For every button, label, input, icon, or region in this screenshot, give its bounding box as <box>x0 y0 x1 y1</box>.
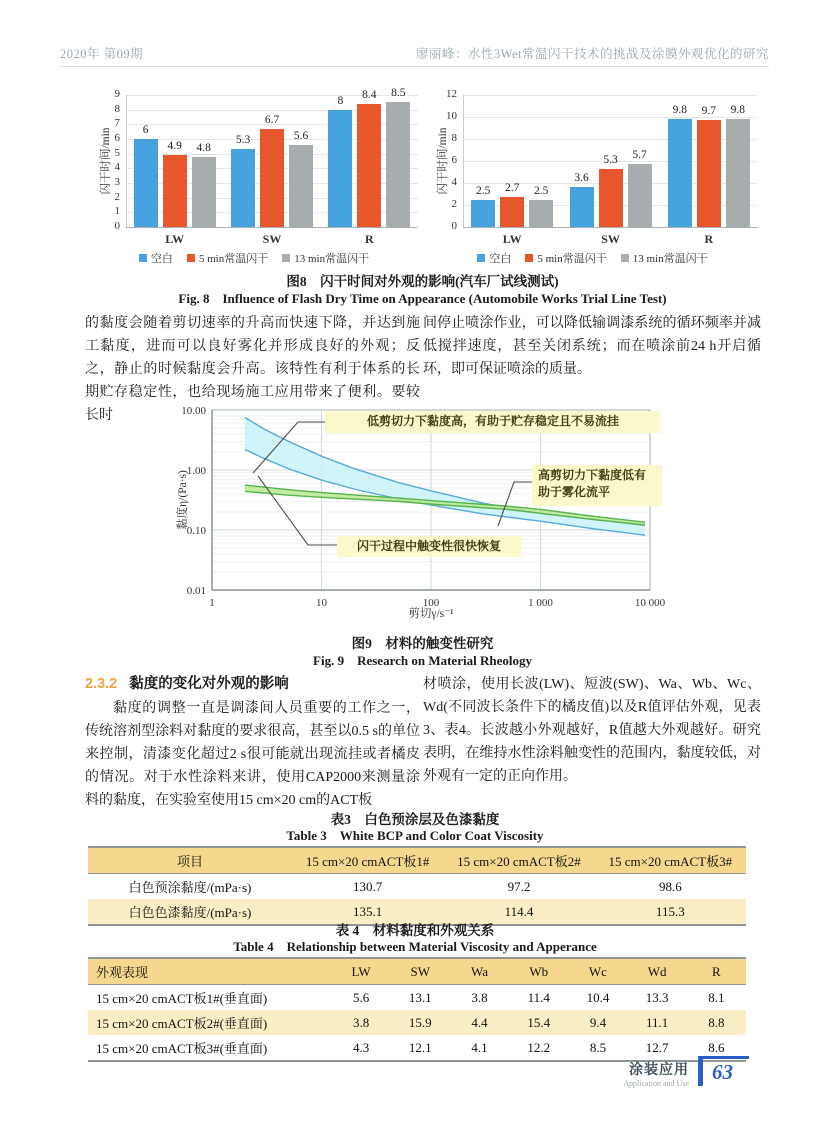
column-header: LW <box>331 958 390 985</box>
column-header: R <box>687 958 746 985</box>
x-tick-label: 1 000 <box>528 597 553 609</box>
table-cell: 4.4 <box>471 1014 488 1030</box>
table-cell: 15.4 <box>527 1014 551 1030</box>
bar-value-label: 3.6 <box>574 172 589 185</box>
y-tick-label: 8 <box>451 132 457 144</box>
y-tick-label: 1.00 <box>186 465 206 477</box>
legend-label: 5 min常温闪干 <box>198 253 269 265</box>
y-tick-label: 0 <box>114 220 120 232</box>
bar <box>529 200 553 228</box>
section-heading <box>85 673 420 696</box>
legend-swatch <box>621 254 629 262</box>
bar-value-label: 5.7 <box>632 149 647 162</box>
bar <box>289 145 313 227</box>
table-row <box>88 874 746 900</box>
table4 <box>88 957 746 1062</box>
bar-value-label: 2.5 <box>533 184 549 197</box>
y-tick-label: 10 <box>446 110 457 122</box>
annotation-high-shear: 高剪切力下黏度低有助于雾化流平 <box>532 465 662 506</box>
category-label: R <box>364 232 374 246</box>
column-header: Wc <box>568 958 627 985</box>
table-header-row <box>88 847 746 874</box>
bar-value-label: 8.5 <box>391 87 406 100</box>
table-cell: 5.6 <box>352 989 370 1005</box>
y-tick-label: 0.10 <box>186 525 206 537</box>
bar <box>726 119 750 227</box>
column-header: 15 cm×20 cmACT板2# <box>443 847 594 874</box>
y-tick-label: 8 <box>114 102 120 115</box>
bar-value-label: 8 <box>337 94 344 107</box>
table3-title-zh: 表3 白色预涂层及色漆黏度 <box>330 812 500 827</box>
legend-item <box>282 250 369 266</box>
category-label: R <box>704 232 714 246</box>
y-tick-label: 2 <box>114 190 120 203</box>
table-cell: 8.5 <box>589 1039 607 1055</box>
x-tick-label: 1 <box>209 597 215 609</box>
paragraph: 的黏度会随着剪切速率的升高而快速下降，并达到施工黏度，进而可以良好雾化并形成良好的外观；反之，静止的时候黏度会升高。该特性有利于体系的长期贮存稳定性，也给现场施工应用带来了便利。要较长时 <box>85 316 420 423</box>
column-header: 项目 <box>88 847 292 874</box>
page-header <box>60 44 769 62</box>
table-cell: 115.3 <box>655 903 685 919</box>
table-cell: 15 cm×20 cmACT板3#(垂直面) <box>96 1041 268 1056</box>
category-label: SW <box>601 232 620 246</box>
y-axis-label: 黏度η/(Pa·s) <box>177 470 189 530</box>
x-tick-label: 10 000 <box>634 597 666 609</box>
x-axis-line <box>463 227 758 228</box>
bar-value-label: 5.3 <box>603 153 618 166</box>
legend-item <box>525 250 606 266</box>
column-header: 15 cm×20 cmACT板3# <box>595 847 746 874</box>
y-tick-label: 7 <box>114 117 120 130</box>
x-tick-label: 10 <box>316 597 327 609</box>
table-cell: 12.2 <box>527 1039 551 1055</box>
figure8-bar-chart-left <box>88 85 420 263</box>
category-label: LW <box>165 232 185 246</box>
category-label: LW <box>502 232 522 246</box>
table-cell: 白色色漆黏度/(mPa·s) <box>128 905 252 920</box>
legend-label: 空白 <box>150 253 173 265</box>
legend-label: 13 min常温闪干 <box>632 253 708 265</box>
bar <box>231 149 255 227</box>
legend-item <box>139 250 173 266</box>
page-footer <box>623 1056 749 1088</box>
bar <box>260 129 284 227</box>
table4-title-zh: 表 4 材料黏度和外观关系 <box>335 923 495 938</box>
legend-label: 空白 <box>489 253 512 265</box>
table-header-row <box>88 958 746 985</box>
table3 <box>88 846 746 926</box>
paragraph: 间停止喷涂作业，可以降低输调漆系统的循环频率并减低搅拌速度，甚至关闭系统；而在喷涂前24 h开启循环，即可保证喷涂的质量。 <box>423 316 761 377</box>
table-cell: 3.8 <box>352 1014 370 1030</box>
legend-swatch <box>525 254 533 262</box>
table-row <box>88 985 746 1011</box>
bar <box>471 200 495 228</box>
y-tick-label: 4 <box>451 176 457 188</box>
table4-title-en: Table 4 Relationship between Material Viscosity and Apperance <box>233 939 597 954</box>
issue-label: 2020年 第09期 <box>60 47 144 61</box>
column-header: SW <box>391 958 450 985</box>
figure9-rheology-chart <box>158 398 670 632</box>
bar <box>697 120 721 227</box>
bar <box>357 104 381 227</box>
y-axis-line <box>126 95 127 227</box>
legend-item <box>187 250 268 266</box>
table-cell: 12.7 <box>645 1039 669 1055</box>
figure8-caption-en: Fig. 8 Influence of Flash Dry Time on Appearance (Automobile Works Trial Line Test) <box>178 291 667 306</box>
figure8-caption-zh: 图8 闪干时间对外观的影响(汽车厂试线测试) <box>286 274 559 289</box>
column-header: Wa <box>450 958 509 985</box>
y-tick-label: 2 <box>451 198 457 210</box>
bar <box>134 139 158 227</box>
section-number: 2.3.2 <box>85 676 118 692</box>
table-cell: 97.2 <box>507 878 531 894</box>
annotation-low-shear: 低剪切力下黏度高，有助于贮存稳定且不易流挂 <box>325 411 661 433</box>
bar-value-label: 2.7 <box>504 182 520 195</box>
bar-value-label: 9.7 <box>701 105 717 118</box>
figure9-caption-zh: 图9 材料的触变性研究 <box>351 636 494 651</box>
column-header: Wb <box>509 958 568 985</box>
x-axis-label: 剪切γ/s⁻¹ <box>408 608 454 620</box>
bar <box>570 187 594 227</box>
y-axis-label: 闪干时间/min <box>100 127 112 195</box>
bar <box>328 110 352 227</box>
bar <box>668 119 692 227</box>
bar-value-label: 9.8 <box>672 104 688 117</box>
bar-value-label: 6.7 <box>264 113 280 126</box>
chart-legend <box>425 250 760 266</box>
column-header: Wd <box>628 958 687 985</box>
table-cell: 8.6 <box>708 1039 725 1055</box>
column-header: 15 cm×20 cmACT板1# <box>292 847 443 874</box>
chart-legend <box>88 250 420 266</box>
bar <box>192 157 216 227</box>
column-header: 外观表现 <box>88 958 331 985</box>
bar-value-label: 2.5 <box>475 184 491 197</box>
table-cell: 4.3 <box>352 1039 370 1055</box>
y-tick-label: 6 <box>451 154 457 166</box>
table-cell: 15 cm×20 cmACT板1#(垂直面) <box>96 991 268 1006</box>
callout-line <box>258 476 337 545</box>
y-tick-label: 0.01 <box>186 585 206 597</box>
table-cell: 15 cm×20 cmACT板2#(垂直面) <box>96 1016 268 1031</box>
bar-value-label: 8.4 <box>362 88 377 101</box>
bar <box>599 169 623 227</box>
table-cell: 8.1 <box>708 989 725 1005</box>
left-column <box>85 673 420 812</box>
y-tick-label: 6 <box>114 132 120 144</box>
table-row <box>88 1010 746 1035</box>
table-cell: 98.6 <box>658 878 682 894</box>
y-tick-label: 12 <box>446 88 457 100</box>
paragraph: 黏度的调整一直是调漆间人员重要的工作之一，传统溶剂型涂料对黏度的要求很高，甚至以0.5 s的单位来控制，清漆变化超过2 s很可能就出现流挂或者橘皮的情况。对于水性涂料来讲，使用CAP2000来测量涂料的黏度，在实验室使用15 cm×20 cm的ACT板 <box>85 701 420 808</box>
table-cell: 10.4 <box>586 989 610 1005</box>
table-cell: 13.1 <box>408 989 432 1005</box>
page-number: 63 <box>712 1060 733 1084</box>
table-cell: 114.4 <box>504 903 534 919</box>
page-number-box <box>698 1056 749 1086</box>
y-axis-label: 闪干时间/min <box>437 127 449 195</box>
bar-value-label: 5.3 <box>235 134 251 147</box>
bar-value-label: 5.6 <box>293 129 309 142</box>
y-tick-label: 0 <box>451 220 457 232</box>
table-cell: 135.1 <box>353 903 383 919</box>
table-cell: 8.8 <box>708 1014 725 1030</box>
figure8-bar-chart-right <box>425 85 760 263</box>
legend-item <box>477 250 511 266</box>
y-axis-line <box>463 95 464 227</box>
bar <box>628 164 652 227</box>
table-cell: 12.1 <box>408 1039 432 1055</box>
figure9-caption-en: Fig. 9 Research on Material Rheology <box>313 653 532 668</box>
legend-label: 13 min常温闪干 <box>294 253 370 265</box>
category-label: SW <box>262 232 282 246</box>
bar-value-label: 4.8 <box>196 141 211 154</box>
table-cell: 4.1 <box>471 1039 488 1055</box>
bar <box>500 197 524 227</box>
bar-value-label: 4.9 <box>167 140 182 153</box>
table-cell: 15.9 <box>408 1014 432 1030</box>
x-axis-line <box>126 227 418 228</box>
annotation-flash-recovery: 闪干过程中触变性很快恢复 <box>337 536 521 557</box>
y-tick-label: 4 <box>114 161 120 174</box>
y-tick-label: 5 <box>114 146 120 159</box>
table-cell: 3.8 <box>471 989 488 1005</box>
table-cell: 130.7 <box>353 878 383 894</box>
footer-column-zh: 涂装应用 <box>629 1063 689 1078</box>
legend-item <box>621 250 708 266</box>
footer-column-en: Application and Use <box>623 1079 689 1088</box>
legend-swatch <box>477 254 485 262</box>
legend-swatch <box>282 254 290 262</box>
x-tick-label: 100 <box>422 597 440 609</box>
footer-column-name <box>623 1059 689 1088</box>
table-cell: 11.4 <box>527 989 550 1005</box>
legend-swatch <box>187 254 195 262</box>
table-cell: 9.4 <box>589 1014 607 1030</box>
grid-line <box>463 95 758 96</box>
running-title: 廖丽峰：水性3Wet常温闪干技术的挑战及涂膜外观优化的研究 <box>415 47 769 61</box>
table3-title-en: Table 3 White BCP and Color Coat Viscosity <box>286 828 544 843</box>
header-rule <box>60 66 769 67</box>
bar <box>163 155 187 227</box>
bar-value-label: 9.8 <box>730 104 746 117</box>
legend-swatch <box>139 254 147 262</box>
legend-label: 5 min常温闪干 <box>537 253 607 265</box>
y-tick-label: 10.00 <box>181 405 206 417</box>
table-cell: 11.1 <box>646 1014 669 1030</box>
y-tick-label: 1 <box>114 205 120 218</box>
paragraph: 材喷涂，使用长波(LW)、短波(SW)、Wa、Wb、Wc、Wd(不同波长条件下的橘皮值)以及R值评估外观，见表3、表4。长波越小外观越好，R值越大外观越好。研究表明，在维持水性涂料触变性的范围内，黏度较低，对外观有一定的正向作用。 <box>423 677 761 784</box>
bar <box>386 102 410 227</box>
bar-value-label: 6 <box>142 124 149 136</box>
y-tick-label: 9 <box>114 88 120 100</box>
section-title: 黏度的变化对外观的影响 <box>129 676 289 692</box>
table-cell: 白色预涂黏度/(mPa·s) <box>128 880 252 895</box>
table-cell: 13.3 <box>645 989 669 1005</box>
y-tick-label: 3 <box>114 176 120 188</box>
